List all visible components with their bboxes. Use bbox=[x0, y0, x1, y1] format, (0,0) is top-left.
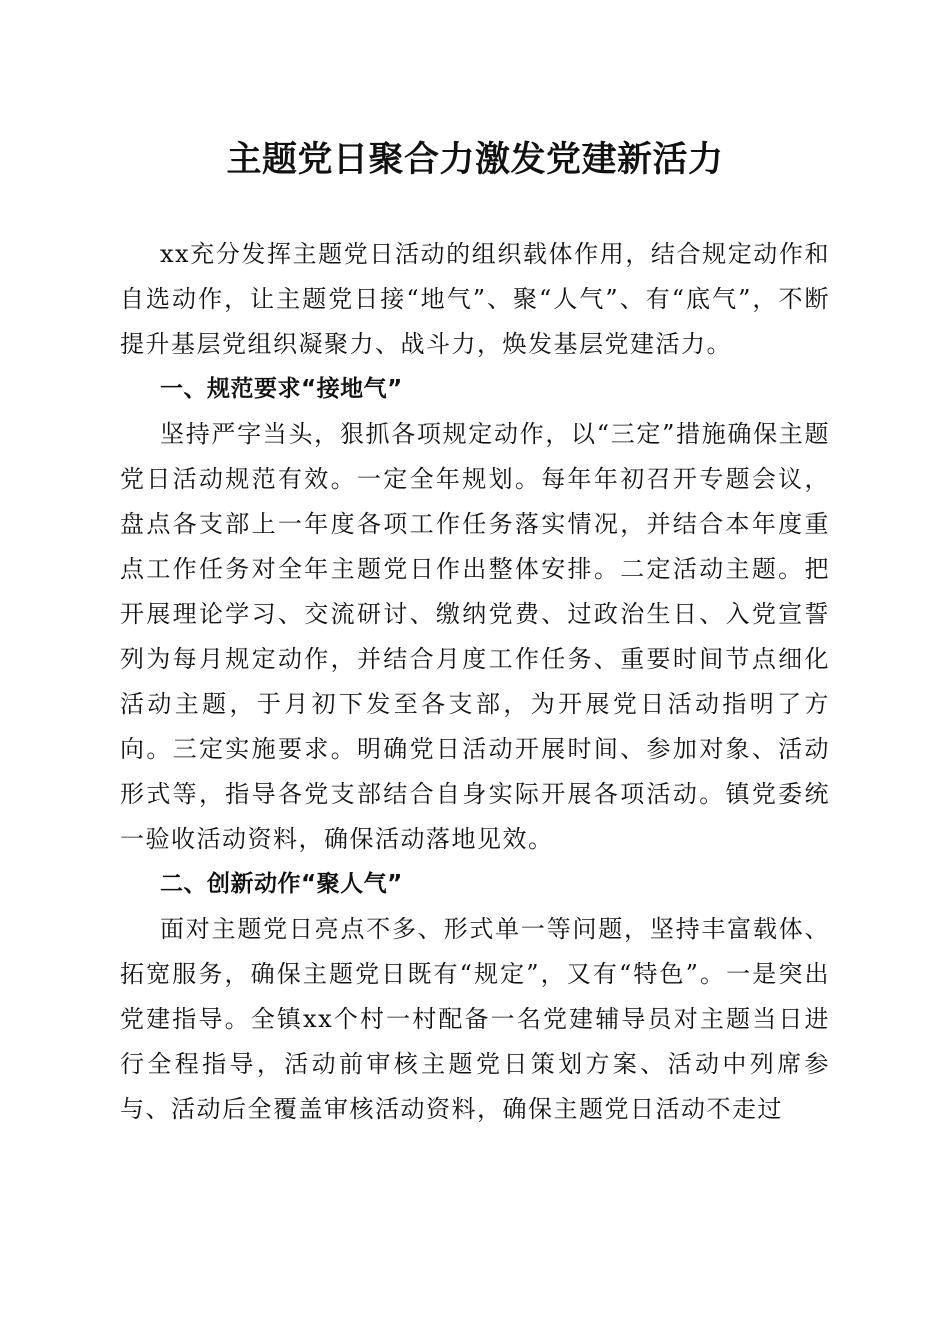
section-2-paragraph: 面对主题党日亮点不多、形式单一等问题，坚持丰富载体、拓宽服务，确保主题党日既有“规定”，又有“特色”。一是突出党建指导。全镇xx个村一村配备一名党建辅导员对主题当日进行全程指导，活动前审核主题党日策划方案、活动中列席参与、活动后全覆盖审核活动资料，确保主题党日活动不走过 bbox=[120, 915, 830, 1123]
section-1-heading: 一、规范要求“接地气” bbox=[160, 376, 403, 402]
section-1-paragraph: 坚持严字当头，狠抓各项规定动作，以“三定”措施确保主题党日活动规范有效。一定全年规划。每年年初召开专题会议，盘点各支部上一年度各项工作任务落实情况，并结合本年度重点工作任务对全年主题党日作出整体安排。二定活动主题。把开展理论学习、交流研讨、缴纳党费、过政治生日、入党宣誓列为每月规定动作，并结合月度工作任务、重要时间节点细化活动主题，于月初下发至各支部，为开展党日活动指明了方向。三定实施要求。明确党日活动开展时间、参加对象、活动形式等，指导各党支部结合自身实际开展各项活动。镇党委统一验收活动资料，确保活动落地见效。 bbox=[120, 420, 830, 853]
document-title: 主题党日聚合力激发党建新活力 bbox=[226, 139, 724, 180]
section-2-heading: 二、创新动作“聚人气” bbox=[160, 871, 403, 897]
intro-paragraph: xx充分发挥主题党日活动的组织载体作用，结合规定动作和自选动作，让主题党日接“地气”、聚“人气”、有“底气”，不断提升基层党组织凝聚力、战斗力，焕发基层党建活力。 bbox=[120, 240, 830, 358]
document-body bbox=[120, 232, 830, 1132]
